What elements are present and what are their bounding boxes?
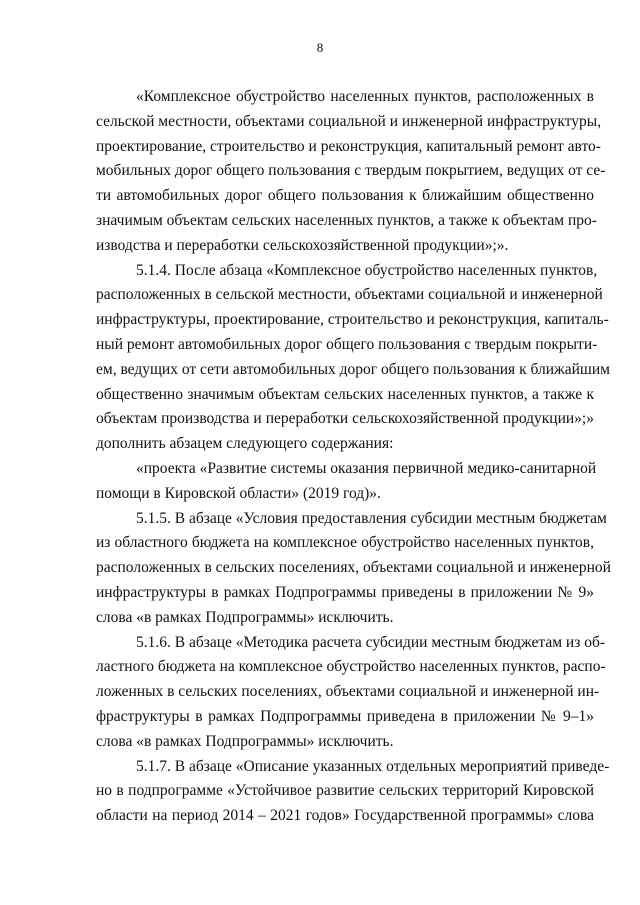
text-line: ем, ведущих от сети автомобильных дорог общего пользования к ближайшим xyxy=(96,360,610,378)
text-line: общественно значимым объектам сельских населенных пунктов, а также к xyxy=(96,385,594,403)
text-line: ный ремонт автомобильных дорог общего пользования с твердым покрыти- xyxy=(96,335,598,353)
text-line: 5.1.7. В абзаце «Описание указанных отдельных мероприятий приведе- xyxy=(136,757,610,775)
text-line: 5.1.4. После абзаца «Комплексное обустройство населенных пунктов, xyxy=(136,261,598,279)
text-line: ти автомобильных дорог общего пользования к ближайшим общественно xyxy=(96,187,594,205)
text-line: изводства и переработки сельскохозяйственной продукции»;». xyxy=(96,236,509,254)
text-line: области на период 2014 – 2021 годов» Государственной программы» слова xyxy=(96,807,594,825)
paragraph xyxy=(96,85,606,259)
text-line: расположенных в сельской местности, объектами социальной и инженерной xyxy=(96,286,603,304)
text-line: слова «в рамках Подпрограммы» исключить. xyxy=(96,608,394,626)
text-line: мобильных дорог общего пользования с твердым покрытием, ведущих от се- xyxy=(96,162,606,180)
text-line: объектам производства и переработки сельскохозяйственной продукции»;» xyxy=(96,410,594,428)
text-line: фраструктуры в рамках Подпрограммы приведена в приложении № 9–1» xyxy=(96,707,594,725)
page-number: 8 xyxy=(316,40,324,55)
text-line: ластного бюджета на комплексное обустройство населенных пунктов, распо- xyxy=(96,658,606,676)
text-line: значимым объектам сельских населенных пунктов, а также к объектам про- xyxy=(96,211,597,229)
text-line: сельской местности, объектами социальной и инженерной инфраструктуры, xyxy=(96,112,602,130)
text-line: помощи в Кировской области» (2019 год)». xyxy=(96,484,381,502)
paragraph xyxy=(96,755,610,829)
text-line: «проекта «Развитие системы оказания первичной медико-санитарной xyxy=(136,459,597,477)
text-line: инфраструктуры в рамках Подпрограммы приведены в приложении № 9» xyxy=(96,583,594,601)
text-line: проектирование, строительство и реконструкция, капитальный ремонт авто- xyxy=(96,137,601,155)
text-line: из областного бюджета на комплексное обустройство населенных пунктов, xyxy=(96,534,594,552)
text-line: ложенных в сельских поселениях, объектами социальной и инженерной ин- xyxy=(96,683,600,701)
paragraph xyxy=(96,457,597,507)
paragraph xyxy=(96,259,610,457)
paragraph xyxy=(96,507,611,631)
text-line: но в подпрограмме «Устойчивое развитие сельских территорий Кировской xyxy=(96,782,594,800)
document-body xyxy=(96,85,611,829)
text-line: инфраструктуры, проектирование, строительство и реконструкция, капиталь- xyxy=(96,311,609,329)
text-line: слова «в рамках Подпрограммы» исключить. xyxy=(96,732,394,750)
text-line: «Комплексное обустройство населенных пунктов, расположенных в xyxy=(136,88,594,105)
text-line: 5.1.6. В абзаце «Методика расчета субсидии местным бюджетам из об- xyxy=(136,633,606,651)
text-line: дополнить абзацем следующего содержания: xyxy=(96,435,394,453)
text-line: 5.1.5. В абзаце «Условия предоставления субсидии местным бюджетам xyxy=(136,509,607,527)
paragraph xyxy=(96,631,606,755)
text-line: расположенных в сельских поселениях, объектами социальной и инженерной xyxy=(96,559,611,577)
